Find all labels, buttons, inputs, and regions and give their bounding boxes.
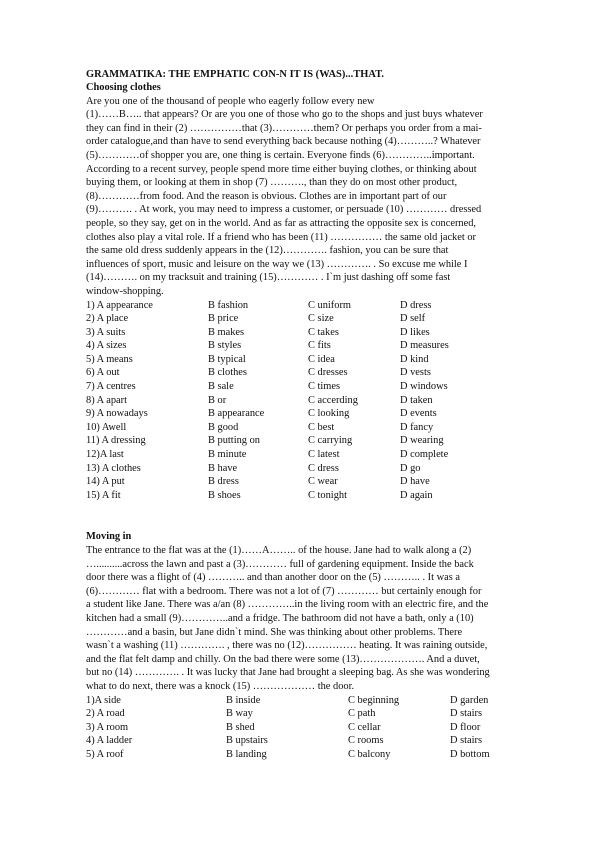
option-c: C rooms xyxy=(348,735,384,747)
option-a: 2) A place xyxy=(86,313,129,325)
option-b: B makes xyxy=(208,326,245,338)
passage-line: influences of sport, music and leisure on the way we (13) …………. . So excuse me while I xyxy=(86,258,468,270)
option-a: 15) A fit xyxy=(86,489,121,501)
option-d: D complete xyxy=(400,449,449,461)
option-d: D garden xyxy=(450,694,489,706)
option-c: C carrying xyxy=(308,435,353,447)
option-row xyxy=(86,421,556,435)
option-c: C balcony xyxy=(348,748,391,760)
option-c: C looking xyxy=(308,408,350,420)
option-c: C path xyxy=(348,708,376,720)
option-a: 12)A last xyxy=(86,449,124,461)
option-c: C takes xyxy=(308,326,339,338)
option-b: B upstairs xyxy=(226,735,268,747)
passage-moving-in xyxy=(86,544,556,694)
option-a: 3) A room xyxy=(86,721,129,733)
option-c: C wear xyxy=(308,476,338,488)
option-d: D events xyxy=(400,408,437,420)
option-row xyxy=(86,475,556,489)
option-row xyxy=(86,394,556,408)
passage-line: but no (14) …………. . It was lucky that Jane had brought a sleeping bag. As she was wondering xyxy=(86,667,490,679)
section-heading-moving-in: Moving in xyxy=(86,531,132,543)
option-d: D dress xyxy=(400,299,432,311)
option-a: 3) A suits xyxy=(86,326,126,338)
passage-line: the same old dress suddenly appears in the (12)…………. fashion, you can be sure that xyxy=(86,245,449,257)
options-moving-in xyxy=(86,694,556,762)
passage-line: buying them, or looking at them in shop (7) ………., than they do on most other product, xyxy=(86,177,458,189)
passage-line: window-shopping. xyxy=(86,285,164,297)
option-row xyxy=(86,299,556,313)
option-b: B or xyxy=(208,394,227,406)
passage-line: kitchen had a small (9)…………..and a fridge. The bathroom did not have a bath, only a (10) xyxy=(86,612,474,624)
option-a: 1)A side xyxy=(86,694,121,706)
option-b: B sale xyxy=(208,381,234,393)
passage-line: (5)…………of shopper you are, one thing is certain. Everyone finds (6)…………..important. xyxy=(86,149,475,161)
option-c: C uniform xyxy=(308,299,352,311)
option-b: B price xyxy=(208,313,239,325)
passage-line: …..........across the lawn and past a (3)………… full of gardening equipment. Inside the back xyxy=(86,558,474,570)
option-a: 10) Awell xyxy=(86,421,127,433)
option-row xyxy=(86,339,556,353)
option-d: D wearing xyxy=(400,435,444,447)
option-d: D go xyxy=(400,462,421,474)
option-c: C accerding xyxy=(308,394,358,406)
option-d: D self xyxy=(400,313,426,325)
option-a: 11) A dressing xyxy=(86,435,146,447)
option-row xyxy=(86,707,556,721)
option-row xyxy=(86,407,556,421)
option-row xyxy=(86,380,556,394)
passage-line: (6)………… flat with a bedroom. There was not a lot of (7) ………… but certainly enough for xyxy=(86,585,482,597)
option-row xyxy=(86,489,556,503)
passage-line: people, so they say, get on in the world. And as far as attracting the opposite sex is concerned, xyxy=(86,217,477,229)
passage-line: door there was a flight of (4) ……….. and than another door on the (5) ……….. . It was a xyxy=(86,572,460,584)
option-d: D windows xyxy=(400,381,448,393)
option-c: C times xyxy=(308,381,341,393)
passage-line: (9)………. . At work, you may need to impress a customer, or persuade (10) ………… dressed xyxy=(86,204,482,216)
option-row xyxy=(86,312,556,326)
option-row xyxy=(86,434,556,448)
option-a: 4) A ladder xyxy=(86,735,133,747)
option-b: B dress xyxy=(208,476,239,488)
option-row xyxy=(86,448,556,462)
option-c: C best xyxy=(308,421,335,433)
option-c: C cellar xyxy=(348,721,381,733)
option-d: D bottom xyxy=(450,748,490,760)
option-b: B inside xyxy=(226,694,261,706)
worksheet xyxy=(86,68,556,762)
passage-line: According to a recent survey, people spend more time either buying clothes, or thinking about xyxy=(86,163,477,175)
option-row xyxy=(86,366,556,380)
option-d: D kind xyxy=(400,353,429,365)
option-b: B styles xyxy=(208,340,242,352)
passage-choosing-clothes xyxy=(86,95,556,299)
option-row xyxy=(86,734,556,748)
option-c: C fits xyxy=(308,340,331,352)
passage-line: and the flat felt damp and chilly. On the bad there were some (13)………………. And a duvet, xyxy=(86,653,480,665)
option-c: C dresses xyxy=(308,367,348,379)
option-b: B have xyxy=(208,462,238,474)
option-b: B minute xyxy=(208,449,247,461)
passage-line: The entrance to the flat was at the (1)……A…….. of the house. Jane had to walk along a (2) xyxy=(86,545,472,556)
option-c: C idea xyxy=(308,353,335,365)
option-a: 6) A out xyxy=(86,367,120,379)
option-c: C tonight xyxy=(308,489,347,501)
option-b: B putting on xyxy=(208,435,260,447)
option-b: B clothes xyxy=(208,367,247,379)
option-d: D stairs xyxy=(450,735,483,747)
option-a: 2) A road xyxy=(86,708,125,720)
option-b: B shoes xyxy=(208,489,241,501)
option-row xyxy=(86,462,556,476)
option-a: 8) A apart xyxy=(86,394,127,406)
passage-line: (8)…………from food. And the reason is obvious. Clothes are in important part of our xyxy=(86,190,447,202)
option-c: C dress xyxy=(308,462,339,474)
option-b: B shed xyxy=(226,721,255,733)
option-c: C latest xyxy=(308,449,340,461)
passage-line: (14)………. on my tracksuit and training (15)………… . I`m just dashing off some fast xyxy=(86,272,451,284)
passage-line: wasn`t a washing (11) …………. , there was no (12)…………… heating. It was raining outside, xyxy=(86,640,488,652)
option-a: 5) A means xyxy=(86,353,133,365)
passage-line: …………and a basin, but Jane didn`t mind. She was thinking about other problems. There xyxy=(86,626,463,638)
option-d: D floor xyxy=(450,721,481,733)
option-row xyxy=(86,326,556,340)
options-choosing-clothes xyxy=(86,299,556,503)
section-heading-choosing-clothes: Choosing clothes xyxy=(86,82,161,93)
option-a: 4) A sizes xyxy=(86,340,127,352)
passage-line: (1)……B….. that appears? Or are you one of those who go to the shops and just buys whatever xyxy=(86,109,483,121)
option-c: C size xyxy=(308,313,334,325)
option-b: B way xyxy=(226,708,253,720)
passage-line: a student like Jane. There was a/an (8) …………..in the living room with an electric fire, and the xyxy=(86,599,489,611)
option-a: 7) A centres xyxy=(86,381,136,393)
passage-line: Are you one of the thousand of people who eagerly follow every new xyxy=(86,95,375,107)
option-a: 14) A put xyxy=(86,476,125,488)
option-b: B appearance xyxy=(208,408,265,420)
option-a: 13) A clothes xyxy=(86,462,141,474)
option-d: D again xyxy=(400,489,433,501)
option-a: 5) A roof xyxy=(86,748,124,760)
option-a: 9) A nowadays xyxy=(86,408,148,420)
passage-line: they can find in their (2) ……………that (3)…………them? Or perhaps you order from a mai- xyxy=(86,122,482,134)
option-d: D vests xyxy=(400,367,431,379)
option-b: B typical xyxy=(208,353,246,365)
passage-line: clothes also play a vital role. If a friend who has been (11) …………… the same old jacket or xyxy=(86,231,477,243)
option-b: B landing xyxy=(226,748,267,760)
option-d: D likes xyxy=(400,326,430,338)
option-d: D taken xyxy=(400,394,433,406)
option-d: D stairs xyxy=(450,708,483,720)
option-b: B good xyxy=(208,421,239,433)
option-a: 1) A appearance xyxy=(86,299,153,311)
option-d: D fancy xyxy=(400,421,434,433)
passage-line: what to do next, there was a knock (15) ……………… the door. xyxy=(86,680,355,692)
option-row xyxy=(86,694,556,708)
option-d: D measures xyxy=(400,340,449,352)
option-c: C beginning xyxy=(348,694,400,706)
passage-line: order catalogue,and than have to send everything back because nothing (4)………..? Whatever xyxy=(86,136,481,148)
option-d: D have xyxy=(400,476,430,488)
worksheet-title: GRAMMATIKA: THE EMPHATIC CON-N IT IS (WAS)...THAT. xyxy=(86,69,385,80)
option-row xyxy=(86,353,556,367)
option-row xyxy=(86,721,556,735)
option-row xyxy=(86,748,556,762)
option-b: B fashion xyxy=(208,299,249,311)
